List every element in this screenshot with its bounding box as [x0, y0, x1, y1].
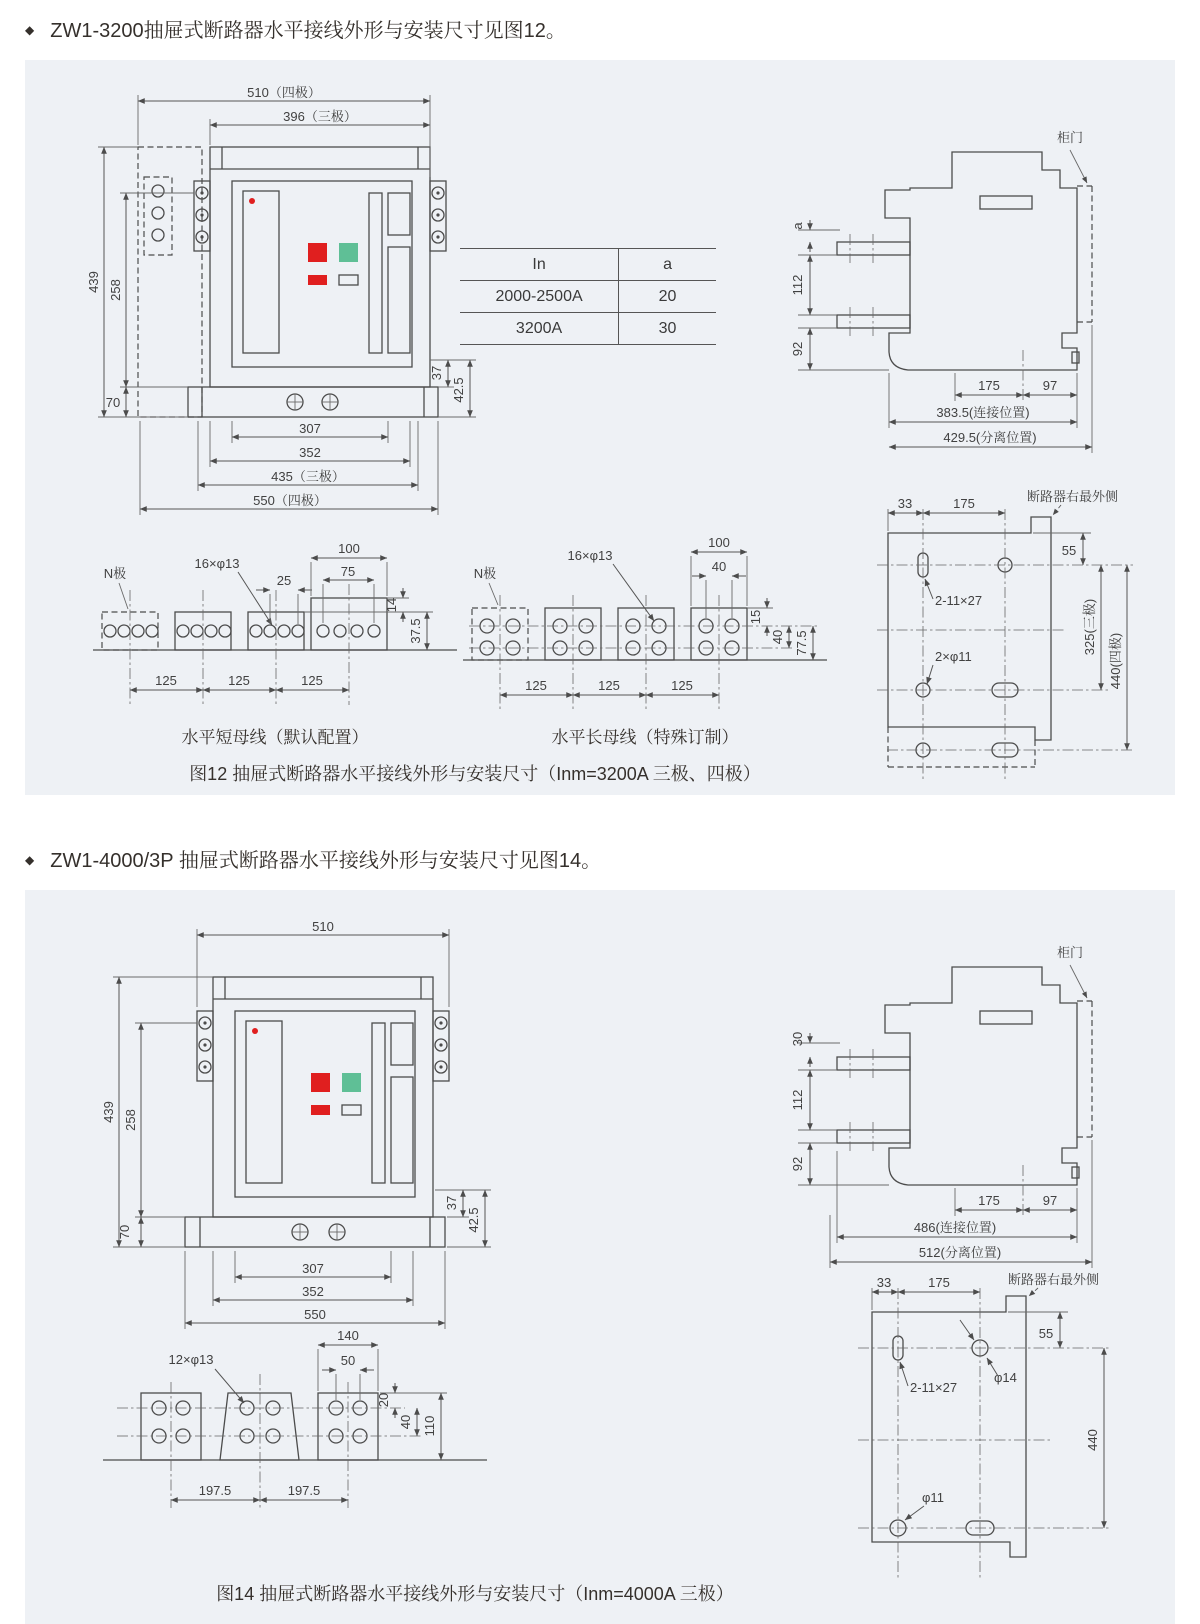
fig12-front-view-drawing — [80, 85, 490, 525]
short-busbar-caption: 水平短母线（默认配置） — [181, 728, 369, 747]
hole-callout-label: 2×φ11 — [935, 649, 972, 664]
fig12-drill-dimensions — [888, 489, 1127, 750]
cabinet-door-label: 柜门 — [1056, 945, 1084, 960]
table-header-a: a — [663, 256, 672, 273]
table-cell: 3200A — [460, 313, 619, 344]
fig12-long-busbar-drawing — [455, 500, 835, 760]
diamond-bullet-icon: ◆ — [25, 853, 35, 867]
dim-label: 112 — [790, 1089, 805, 1111]
dim-label: 510（四极） — [247, 85, 321, 100]
dim-label: 25 — [276, 573, 292, 588]
dim-label: 512(分离位置) — [918, 1245, 1002, 1260]
fig12-short-busbar-geometry — [93, 584, 457, 705]
fig14-side-dimensions — [790, 1032, 1092, 1268]
hole-callout-label: 16×φ13 — [194, 556, 240, 571]
dim-label: 125 — [155, 673, 177, 688]
dim-label: 92 — [790, 341, 805, 357]
dim-label: 15 — [748, 609, 763, 625]
cabinet-door-label: 柜门 — [1056, 130, 1084, 145]
table-header-row — [460, 249, 716, 281]
fig14-drill-dimensions — [872, 1272, 1104, 1528]
dim-label: 429.5(分离位置) — [943, 430, 1037, 445]
table-cell: 30 — [658, 320, 677, 337]
fig12-short-busbar-dimensions — [104, 541, 433, 747]
n-pole-label: N极 — [103, 566, 127, 581]
dim-label: 55 — [1061, 543, 1077, 558]
table-row — [460, 281, 716, 313]
dim-label: 307 — [302, 1261, 324, 1276]
dim-label: 37.5 — [408, 618, 423, 644]
dim-label: 125 — [671, 678, 693, 693]
dim-label: a — [790, 222, 805, 230]
dim-label: 352 — [302, 1284, 324, 1299]
fig12-front-geometry — [138, 147, 446, 417]
breaker-outer-edge-label: 断路器右最外侧 — [1027, 489, 1119, 504]
slot-callout-label: 2-11×27 — [935, 593, 983, 608]
table-row — [460, 313, 716, 344]
table-cell: 20 — [658, 288, 677, 305]
fig14-drilling-plan-drawing — [810, 1250, 1180, 1610]
dim-label: 92 — [790, 1156, 805, 1172]
dim-label: 197.5 — [198, 1483, 232, 1498]
long-busbar-caption: 水平长母线（特殊订制） — [551, 728, 739, 747]
fig14-drill-geometry — [858, 1288, 1110, 1580]
section-heading-zw1-4000 — [25, 844, 601, 873]
dim-label: 42.5 — [466, 1207, 481, 1233]
dim-label: 97 — [1042, 1193, 1058, 1208]
dim-label: 550（四极） — [253, 493, 327, 508]
dim-label: 258 — [108, 279, 123, 301]
dim-label: 40 — [711, 559, 727, 574]
slot-callout-label: 2-11×27 — [910, 1380, 958, 1395]
breaker-outer-edge-label: 断路器右最外侧 — [1008, 1272, 1100, 1287]
dim-label: 100 — [708, 535, 730, 550]
dim-label: 140 — [337, 1328, 359, 1343]
dim-label: 258 — [123, 1109, 138, 1131]
dim-label: 486(连接位置) — [913, 1220, 997, 1235]
figure12-panel — [25, 60, 1175, 795]
fig12-long-busbar-dimensions — [474, 535, 813, 747]
heading-text: ZW1-4000/3P 抽屉式断路器水平接线外形与安装尺寸见图14。 — [50, 850, 602, 872]
dim-label: 30 — [790, 1031, 805, 1047]
dim-label: 325(三极) — [1082, 598, 1097, 656]
dim-label: 125 — [228, 673, 250, 688]
dim-label: 125 — [525, 678, 547, 693]
table-cell: 2000-2500A — [460, 281, 619, 312]
dim-label: 175 — [978, 1193, 1000, 1208]
dim-label: 50 — [340, 1353, 356, 1368]
dim-label: 175 — [953, 496, 975, 511]
hole-callout-label: φ11 — [922, 1490, 944, 1505]
dim-label: 42.5 — [451, 377, 466, 403]
dim-label: 352 — [299, 445, 321, 460]
dim-label: 440(四极) — [1108, 632, 1123, 690]
fig14-busbar-drawing — [95, 1260, 535, 1560]
fig12-side-dimensions — [790, 220, 1092, 453]
dim-label: 37 — [429, 365, 444, 381]
fig12-side-view-drawing — [740, 100, 1170, 510]
dim-label: 55 — [1038, 1326, 1054, 1341]
dim-label: 97 — [1042, 378, 1058, 393]
figure14-caption: 图14 抽屉式断路器水平接线外形与安装尺寸（Inm=4000A 三极） — [216, 1584, 734, 1604]
dim-label: 175 — [928, 1275, 950, 1290]
dim-label: 40 — [770, 629, 785, 645]
heading-text: ZW1-3200抽屉式断路器水平接线外形与安装尺寸见图12。 — [50, 20, 566, 42]
in-a-table — [460, 248, 716, 345]
dim-label: 307 — [299, 421, 321, 436]
dim-label: 14 — [384, 597, 399, 613]
dim-label: 110 — [422, 1415, 437, 1437]
dim-label: 33 — [876, 1275, 892, 1290]
dim-label: 75 — [340, 564, 356, 579]
dim-label: 510 — [312, 919, 334, 934]
dim-label: 100 — [338, 541, 360, 556]
hole-callout-label: φ14 — [994, 1370, 1017, 1385]
figure12-caption: 图12 抽屉式断路器水平接线外形与安装尺寸（Inm=3200A 三极、四极） — [189, 764, 761, 784]
dim-label: 125 — [598, 678, 620, 693]
dim-label: 125 — [301, 673, 323, 688]
dim-label: 435（三极） — [271, 469, 345, 484]
n-pole-label: N极 — [473, 566, 497, 581]
dim-label: 550 — [304, 1307, 326, 1322]
hole-callout-label: 16×φ13 — [567, 548, 613, 563]
dim-label: 396（三极） — [283, 109, 357, 124]
dim-label: 439 — [86, 271, 101, 293]
dim-label: 70 — [117, 1224, 132, 1240]
dim-label: 20 — [376, 1392, 391, 1408]
dim-label: 383.5(连接位置) — [936, 405, 1030, 420]
fig14-front-geometry — [185, 977, 449, 1247]
dim-label: 440 — [1085, 1429, 1100, 1451]
figure14-panel — [25, 890, 1175, 1624]
dim-label: 37 — [444, 1195, 459, 1211]
dim-label: 112 — [790, 274, 805, 296]
fig12-side-geometry — [837, 130, 1092, 370]
dim-label: 197.5 — [287, 1483, 321, 1498]
section-heading-zw1-3200 — [25, 14, 566, 43]
fig14-busbar-dimensions — [169, 1328, 447, 1500]
dim-label: 175 — [978, 378, 1000, 393]
dim-label: 70 — [105, 395, 121, 410]
table-header-in: In — [460, 249, 619, 280]
fig14-side-geometry — [837, 945, 1092, 1185]
dim-label: 33 — [897, 496, 913, 511]
hole-callout-label: 12×φ13 — [168, 1352, 214, 1367]
dim-label: 40 — [398, 1414, 413, 1430]
dim-label: 439 — [101, 1101, 116, 1123]
dim-label: 77.5 — [794, 630, 809, 656]
fig12-long-busbar-geometry — [463, 595, 827, 710]
fig12-drilling-plan-drawing — [835, 465, 1185, 795]
fig12-short-busbar-drawing — [85, 500, 465, 760]
diamond-bullet-icon: ◆ — [25, 23, 35, 37]
